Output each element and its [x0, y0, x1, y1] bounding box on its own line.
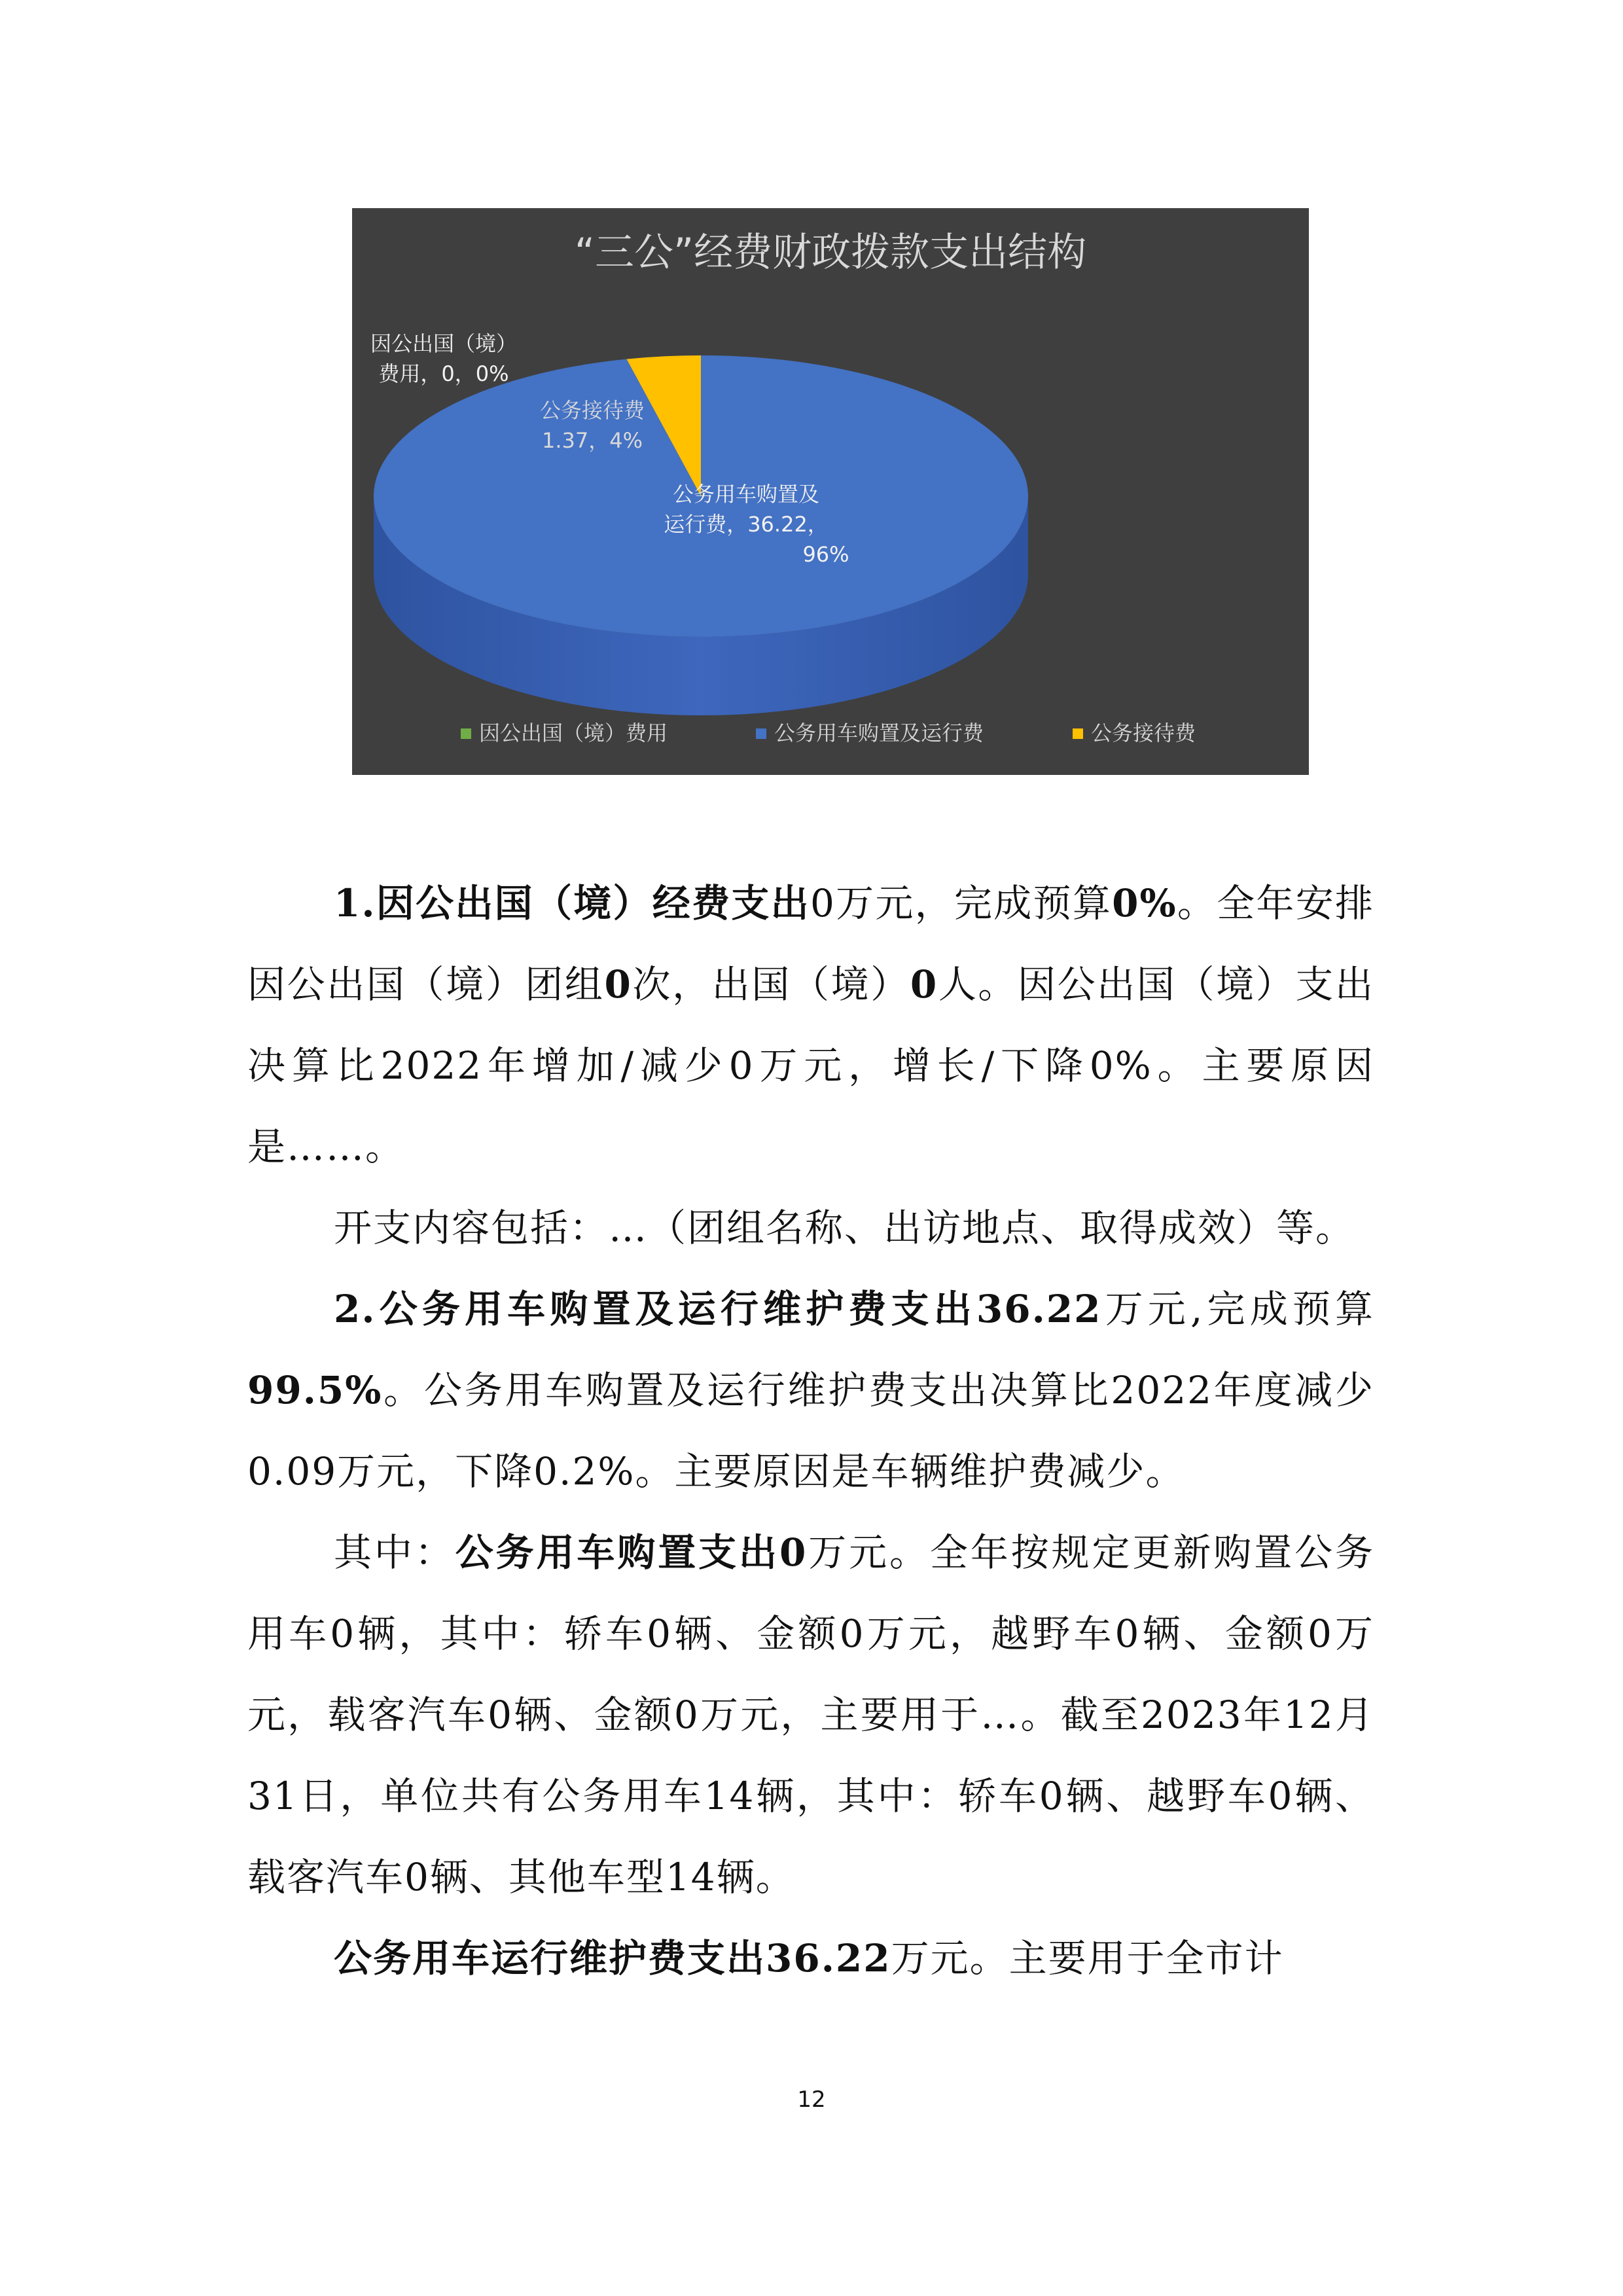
chart-title: “三公”经费财政拨款支出结构: [574, 230, 1087, 276]
abroad-amount: 0: [810, 881, 836, 925]
legend-label: 公务用车购置及运行费: [774, 721, 984, 745]
body-text: [247, 863, 1374, 1999]
label-car-line3: 96%: [802, 542, 849, 567]
legend-swatch: [461, 728, 471, 739]
label-reception-line1: 公务接待费: [539, 398, 645, 423]
paragraph-car-maintenance: [247, 1918, 1374, 1999]
abroad-groups: 0: [604, 962, 632, 1007]
page-number: 12: [797, 2087, 826, 2113]
abroad-heading: 1.因公出国（境）经费支出: [334, 881, 810, 925]
legend-label: 公务接待费: [1091, 721, 1196, 745]
car-purchase-prefix: 其中：: [334, 1530, 455, 1575]
car-text-1: 万元,完成预算: [1101, 1287, 1375, 1331]
label-reception-line2: 1.37，4%: [541, 428, 643, 453]
abroad-text-4: 人。因公出国（境）支出决算比2022年增加/减少0万元，增长/下降0%。主要原因是……。: [247, 962, 1374, 1169]
legend-swatch: [1073, 728, 1083, 739]
label-car-line1: 公务用车购置及: [672, 482, 820, 507]
label-abroad-line2: 费用，0，0%: [378, 361, 509, 386]
abroad-budget-rate: 0%: [1112, 881, 1177, 925]
car-heading: 2.公务用车购置及运行维护费支出36.22: [334, 1287, 1102, 1331]
legend: [461, 721, 1196, 745]
legend-swatch: [756, 728, 766, 739]
abroad-persons: 0: [910, 962, 938, 1007]
abroad-text-1: 万元，完成预算: [835, 881, 1113, 925]
car-purchase-text: 万元。全年按规定更新购置公务用车0辆，其中：轿车0辆、金额0万元，越野车0辆、金额0万元，载客汽车0辆、金额0万元，主要用于…。截至2023年12月31日，单位共有公务用车14辆，其中：轿车0辆、越野车0辆、载客汽车0辆、其他车型14辆。: [247, 1530, 1374, 1899]
abroad-text-2: 。全年安排因公出国（境）团组: [247, 881, 1374, 1007]
label-car-line2: 运行费，36.22，: [664, 512, 829, 537]
paragraph-abroad: [247, 863, 1374, 1187]
paragraph-car-purchase: [247, 1512, 1374, 1918]
pie-chart: [352, 208, 1309, 775]
car-text-2: 。公务用车购置及运行维护费支出决算比2022年度减少0.09万元，下降0.2%。主要原因是车辆维护费减少。: [247, 1368, 1374, 1494]
paragraph-abroad-content: 开支内容包括：…（团组名称、出访地点、取得成效）等。: [334, 1206, 1355, 1250]
legend-label: 因公出国（境）费用: [479, 721, 668, 745]
car-maintenance-text: 万元。主要用于全市计: [891, 1936, 1284, 1981]
car-maintenance-heading: 公务用车运行维护费支出36.22: [334, 1936, 891, 1981]
paragraph-car: [247, 1268, 1374, 1512]
label-abroad-line1: 因公出国（境）: [370, 331, 518, 356]
car-budget-rate: 99.5%: [247, 1368, 383, 1412]
abroad-text-3: 次，出国（境）: [632, 962, 910, 1007]
car-purchase-heading: 公务用车购置支出0: [455, 1530, 808, 1575]
